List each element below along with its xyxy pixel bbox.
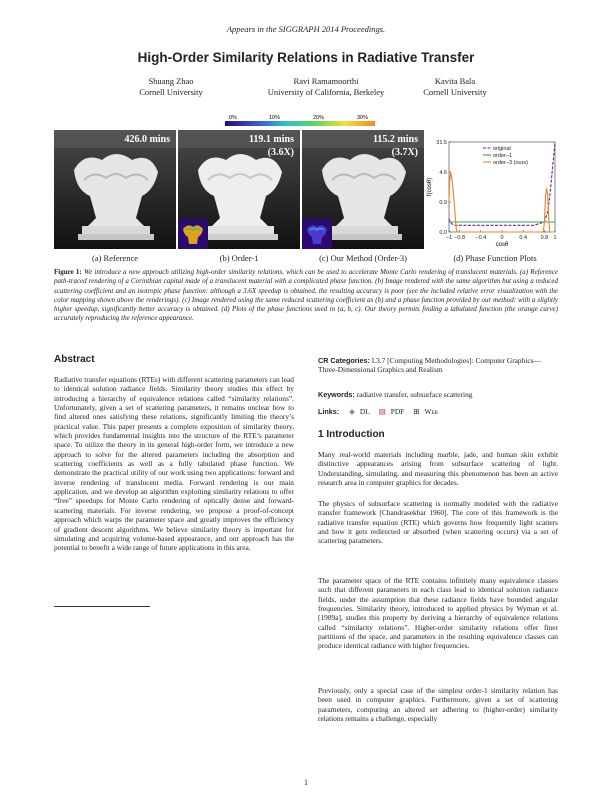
pdf-link[interactable]: PDF xyxy=(390,407,405,416)
legend-label: order−3 (ours) xyxy=(493,160,529,166)
subfigure-caption: (d) Phase Function Plots xyxy=(453,253,537,263)
x-axis-label: cosθ xyxy=(495,242,509,248)
footnote-rule xyxy=(54,606,150,607)
figure-caption xyxy=(54,268,558,324)
paper-title: High-Order Similarity Relations in Radiative Transfer xyxy=(137,50,475,65)
author-affiliation: Cornell University xyxy=(139,87,203,97)
error-colorbar xyxy=(225,113,375,129)
speedup-label: (3.6X) xyxy=(267,147,294,158)
render-time-label: 115.2 mins xyxy=(372,134,418,145)
author-block xyxy=(116,76,226,98)
colorbar-tick: 0% xyxy=(229,115,237,121)
subfigure-caption: (b) Order-1 xyxy=(219,253,259,263)
intro-paragraph: The physics of subsurface scattering is normally modeled with the radiative transfer framework [Chandrasekhar 1960]. The core of this framework is the radiative transfer equation (RTE) which governs how frequently light scatters and how it gets redirected or absorbed (when scattering occurs) via a set of scattering parameters. xyxy=(318,499,558,546)
keywords xyxy=(318,390,558,399)
colorbar-tick: 10% xyxy=(269,115,281,121)
author-name: Shuang Zhao xyxy=(148,76,194,86)
abstract-heading: Abstract xyxy=(54,354,95,365)
dl-link[interactable]: DL xyxy=(359,407,370,416)
intro-paragraph: The parameter space of the RTE contains infinitely many equivalence classes such that different parameters in each class lead to identical solution radiance fields, under the assumption that these radiance fields have bounded angular frequencies. Similarity theory, introduced to applied physics by Wyman et al. [1989a], studies this property by deriving a hierarchy of equivalence relations called “similarity relations”. Higher-order similarity relations offer finer partitions of the space, and parameters in the resulting equivalence classes can produce identical radiance with higher frequencies. xyxy=(318,576,558,651)
figure-label: Figure 1: xyxy=(54,268,82,276)
legend-label: order−1 xyxy=(493,153,513,159)
page-number: 1 xyxy=(304,778,308,787)
links-row xyxy=(318,407,558,416)
cr-categories-label: CR Categories: xyxy=(318,356,370,365)
introduction-heading: 1 Introduction xyxy=(318,429,385,440)
intro-paragraph: Many real-world materials including marble, jade, and human skin exhibit distinctive appearances arising from subsurface scattering of light. Understanding, simulating, and measuring this phenomenon has been an active research area in computer graphics for decades. xyxy=(318,450,558,488)
proceedings-header: Appears in the SIGGRAPH 2014 Proceedings. xyxy=(226,24,386,34)
speedup-label: (3.7X) xyxy=(391,147,418,158)
render-order1 xyxy=(178,130,300,249)
x-tick-label: 0.8 xyxy=(540,235,549,241)
pdf-icon: ▤ xyxy=(378,407,386,416)
subfigure-caption: (a) Reference xyxy=(91,253,138,263)
x-tick-label: 1 xyxy=(553,235,557,241)
error-visualization-inset xyxy=(178,219,208,249)
web-link[interactable]: Web xyxy=(424,407,438,416)
colorbar-tick: 30% xyxy=(357,115,369,121)
x-tick-label: −0.8 xyxy=(454,235,466,241)
author-affiliation: University of California, Berkeley xyxy=(267,87,385,97)
author-affiliation: Cornell University xyxy=(423,87,487,97)
author-block xyxy=(390,76,520,98)
keywords-label: Keywords: xyxy=(318,390,355,399)
colorbar-tick: 20% xyxy=(313,115,325,121)
keywords-text: radiative transfer, subsurface scattering xyxy=(356,390,473,399)
abstract-text: Radiative transfer equations (RTEs) with different scattering parameters can lead to identical solution radiance fields. Similarity theory studies this effect by introducing a hierarchy of equivalence relations called “similarity relations”. Unfortunately, given a set of scattering parameters, it remains unclear how to find altered ones satisfying these relations, significantly limiting the theory’s practical value. This paper presents a complete exposition of similarity theory, which provides fundamental insights into the structure of the RTE’s parameter space. To utilize the theory in its general high-order form, we introduce a new approach to solve for the altered parameters including the absorption and scattering coefficients as well as a fully tabulated phase function. We demonstrate the practical utility of our work using two applications: forward and inverse rendering of translucent media. Forward rendering is our main application, and we develop an algorithm exploiting similarity relations to offer “free” speedups for Monte Carlo rendering of optically dense and forward-scattering materials. For inverse rendering, we propose a proof-of-concept approach which warps the parameter space and greatly improves the efficiency of gradient descent algorithms. We believe similarity theory is important for simulating and acquiring volume-based appearance, and our approach has the potential to benefit a wide range of future applications in this area. xyxy=(54,375,294,553)
dl-icon: ◈ xyxy=(349,407,355,416)
phase-function-plot xyxy=(425,133,560,251)
legend-label: original xyxy=(493,146,511,152)
render-time-label: 426.0 mins xyxy=(124,134,170,145)
y-tick-label: 4.6 xyxy=(439,170,447,176)
x-tick-label: 0.4 xyxy=(519,235,528,241)
y-tick-label: 0.0 xyxy=(439,230,447,236)
x-tick-label: −1 xyxy=(445,235,453,241)
cr-categories-text: I.3.7 [Computing Methodologies]: Computer Graphics—Three-Dimensional Graphics and Realism xyxy=(318,356,541,375)
x-tick-label: −0.4 xyxy=(475,235,487,241)
cr-categories xyxy=(318,356,558,375)
error-visualization-inset xyxy=(302,219,332,249)
x-tick-label: 0 xyxy=(500,235,504,241)
author-name: Ravi Ramamoorthi xyxy=(293,76,359,86)
subfigure-caption: (c) Our Method (Order-3) xyxy=(319,253,407,263)
author-name: Kavita Bala xyxy=(434,76,476,86)
y-axis-label: f(cosθ) xyxy=(427,177,433,197)
y-tick-label: 31.5 xyxy=(436,140,447,146)
figure-caption-text: We introduce a new approach utilizing high-order similarity relations, which can be used to accelerate Monte Carlo rendering of translucent materials. (a) Reference path-traced rendering of a Corinthian capital made of a translucent material with a complicated phase function. (b) Image rendered with the same algorithm but using a reduced scattering coefficient and an isotropic phase function: although a 3.6X speedup is obtained, the resulting accuracy is poor (see the included relative error visualization with the color mapping shown above the renderings). (c) Image rendered using the same reduced scattering coefficient as (b) and a phase function provided by our method: with a slightly higher speedup, significantly better accuracy is obtained. (d) Plots of the phase functions used in (a, b, c). Our theory permits finding a tabulated function (the orange curve) accurately reproducing the reference appearance. xyxy=(54,268,559,323)
y-tick-label: 0.9 xyxy=(439,200,447,206)
render-our-method xyxy=(302,130,424,249)
web-icon: ⊞ xyxy=(413,407,420,416)
colorbar-gradient xyxy=(225,121,375,126)
links-label: Links: xyxy=(318,407,340,416)
render-time-label: 119.1 mins xyxy=(248,134,294,145)
render-reference xyxy=(54,130,176,249)
intro-paragraph: Previously, only a special case of the simplest order-1 similarity relation has been used in computer graphics. Furthermore, given a set of scattering parameters, computing an altered set adhering to (higher-order) similarity relations remains a challenge, especially xyxy=(318,686,558,724)
